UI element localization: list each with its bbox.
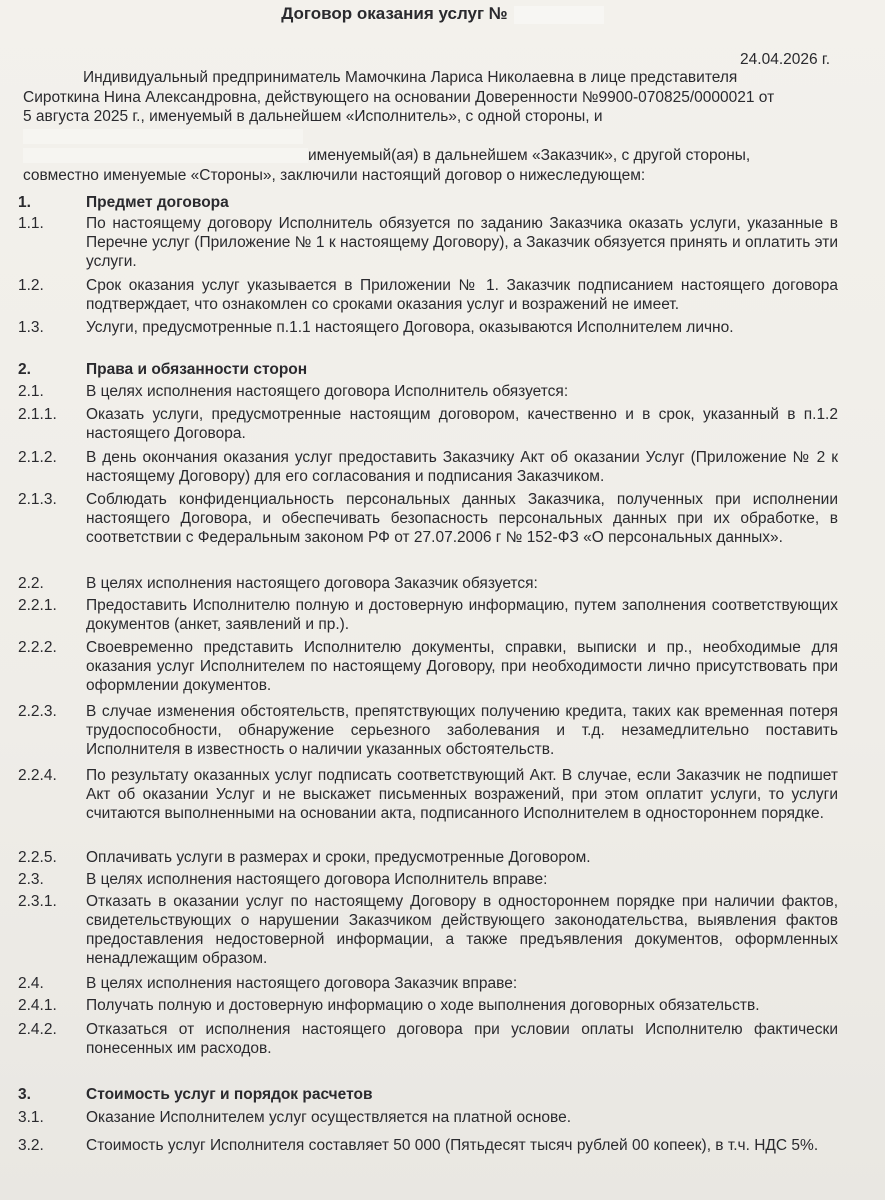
clause-text: Услуги, предусмотренные п.1.1 настоящего Договора, оказываются Исполнителем лично. <box>86 319 734 336</box>
clause-text: Отказаться от исполнения настоящего договора при условии оплаты Исполнителю фактически понесенных им расходов. <box>86 1021 838 1057</box>
clause-text: Оказание Исполнителем услуг осуществляется на платной основе. <box>86 1109 572 1126</box>
clause <box>18 405 838 443</box>
clause <box>18 974 838 993</box>
clause-text: По результату оказанных услуг подписать соответствующий Акт. В случае, если Заказчик не подпишет Акт об оказании Услуг и не выскажет письменных возражений, при этом оплатит услуги, то услуги считаются выполненными на основании акта, подписанного Исполнителем в одностороннем порядке. <box>86 767 838 822</box>
intro-line: Сироткина Нина Александровна, действующего на основании Доверенности №9900-070825/0000021 от <box>23 88 775 106</box>
clause <box>18 870 838 889</box>
clause <box>18 596 838 634</box>
clause <box>18 1108 838 1127</box>
clause-text: Стоимость услуг Исполнителя составляет 50 000 (Пятьдесят тысяч рублей 00 копеек), в т.ч. НДС 5%. <box>86 1137 819 1154</box>
clause-number: 2.3.1. <box>18 893 57 910</box>
clause <box>18 892 838 968</box>
clause-text: В случае изменения обстоятельств, препятствующих получению кредита, таких как временная потеря трудоспособности, обнаружение серьезного заболевания и т.д. незамедлительно поставить Исполнителя в известность о наличии указанных обстоятельств. <box>86 703 838 758</box>
clause-text: Стоимость услуг и порядок расчетов <box>86 1086 373 1103</box>
clause-number: 1.1. <box>18 215 44 232</box>
clause <box>18 1136 838 1155</box>
clause-number: 2.1. <box>18 383 44 400</box>
clause <box>18 574 838 593</box>
clause-text: Предмет договора <box>86 194 229 211</box>
document-date: 24.04.2026 г. <box>740 51 830 68</box>
clause <box>18 448 838 486</box>
clause-text: В целях исполнения настоящего договора Заказчик обязуется: <box>86 575 538 592</box>
clause-text: Своевременно представить Исполнителю документы, справки, выписки и пр., необходимые для оказания услуг Исполнителем по настоящему Договору, при необходимости лично присутствовать при оформлении документов. <box>86 639 838 694</box>
intro-line: 5 августа 2025 г., именуемый в дальнейшем «Исполнитель», с одной стороны, и <box>23 107 833 146</box>
section-heading <box>18 193 838 212</box>
clause-number: 2.1.2. <box>18 449 57 466</box>
clause-text: Оказать услуги, предусмотренные настоящим договором, качественно и в срок, указанный в п.1.2 настоящего Договора. <box>86 406 838 442</box>
clause-text: Права и обязанности сторон <box>86 361 308 378</box>
intro-paragraph <box>23 68 833 185</box>
clause-number: 1. <box>18 194 31 211</box>
clause-number: 3.2. <box>18 1137 44 1154</box>
clause-text: Оплачивать услуги в размерах и сроки, предусмотренные Договором. <box>86 849 591 866</box>
clause-text: Отказать в оказании услуг по настоящему Договору в одностороннем порядке при наличии фактов, свидетельствующих о нарушении Заказчиком действующего законодательства, выявления фактов предоставления недостоверной информации, а также предъявления документов, оформленных ненадлежащим образом. <box>86 893 838 967</box>
clause-text: В целях исполнения настоящего договора Исполнитель вправе: <box>86 871 548 888</box>
clause-text: Получать полную и достоверную информацию о ходе выполнения договорных обязательств. <box>86 997 760 1014</box>
clause-number: 2.2. <box>18 575 44 592</box>
clause-number: 2.2.3. <box>18 703 57 720</box>
clause <box>18 490 838 547</box>
intro-line: совместно именуемые «Стороны», заключили настоящий договор о нижеследующем: <box>23 166 646 184</box>
clause-number: 3.1. <box>18 1109 44 1126</box>
clause-number: 2.4.1. <box>18 997 57 1014</box>
clause-text: Соблюдать конфиденциальность персональных данных Заказчика, полученных при исполнении настоящего Договора, и обеспечивать безопасность персональных данных при их обработке, в соответствии с Федеральным законом РФ от 27.07.2006 г № 152-ФЗ «О персональных данных». <box>86 491 838 546</box>
clause-number: 2.1.1. <box>18 406 57 423</box>
clause-number: 2.4. <box>18 975 44 992</box>
redacted-client-name-cont <box>23 148 308 163</box>
clause <box>18 276 838 314</box>
clause <box>18 382 838 401</box>
clause-text: Срок оказания услуг указывается в Приложении № 1. Заказчик подписанием настоящего договора подтверждает, что ознакомлен со сроками оказания услуг и возражений не имеет. <box>86 277 838 313</box>
clause-number: 2.2.1. <box>18 597 57 614</box>
redacted-contract-number <box>514 6 604 24</box>
clause <box>18 766 838 823</box>
clause-text: В день окончания оказания услуг предоставить Заказчику Акт об оказании Услуг (Приложение № 2 к настоящему Договору) для его согласования и подписания Заказчиком. <box>86 449 838 485</box>
clause-number: 2.2.2. <box>18 639 57 656</box>
clause-text: По настоящему договору Исполнитель обязуется по заданию Заказчика оказать услуги, указанные в Перечне услуг (Приложение № 1 к настоящему Договору), а Заказчик обязуется принять и оплатить эти услуги. <box>86 215 838 270</box>
intro-line: именуемый(ая) в дальнейшем «Заказчик», с другой стороны, <box>23 146 833 166</box>
clause-number: 1.2. <box>18 277 44 294</box>
clause <box>18 318 838 337</box>
clause <box>18 702 838 759</box>
section-heading <box>18 1085 838 1104</box>
document-title <box>0 4 885 24</box>
clause <box>18 1020 838 1058</box>
clause <box>18 996 838 1015</box>
clause-number: 2. <box>18 361 31 378</box>
redacted-client-name <box>23 129 303 144</box>
clause-number: 2.2.5. <box>18 849 57 866</box>
intro-line: Индивидуальный предприниматель Мамочкина Лариса Николаевна в лице представителя <box>83 69 738 86</box>
document-title-text: Договор оказания услуг № <box>281 4 508 23</box>
clause-number: 2.1.3. <box>18 491 57 508</box>
clause <box>18 848 838 867</box>
clause-text: В целях исполнения настоящего договора Исполнитель обязуется: <box>86 383 569 400</box>
clause-number: 2.2.4. <box>18 767 57 784</box>
clause-number: 3. <box>18 1086 31 1103</box>
clause-number: 1.3. <box>18 319 44 336</box>
clause <box>18 214 838 271</box>
clause-text: Предоставить Исполнителю полную и достоверную информацию, путем заполнения соответствующих документов (анкет, заявлений и пр.). <box>86 597 838 633</box>
clause-number: 2.3. <box>18 871 44 888</box>
clause-text: В целях исполнения настоящего договора Заказчик вправе: <box>86 975 518 992</box>
section-heading <box>18 360 838 379</box>
clause <box>18 638 838 695</box>
clause-number: 2.4.2. <box>18 1021 57 1038</box>
